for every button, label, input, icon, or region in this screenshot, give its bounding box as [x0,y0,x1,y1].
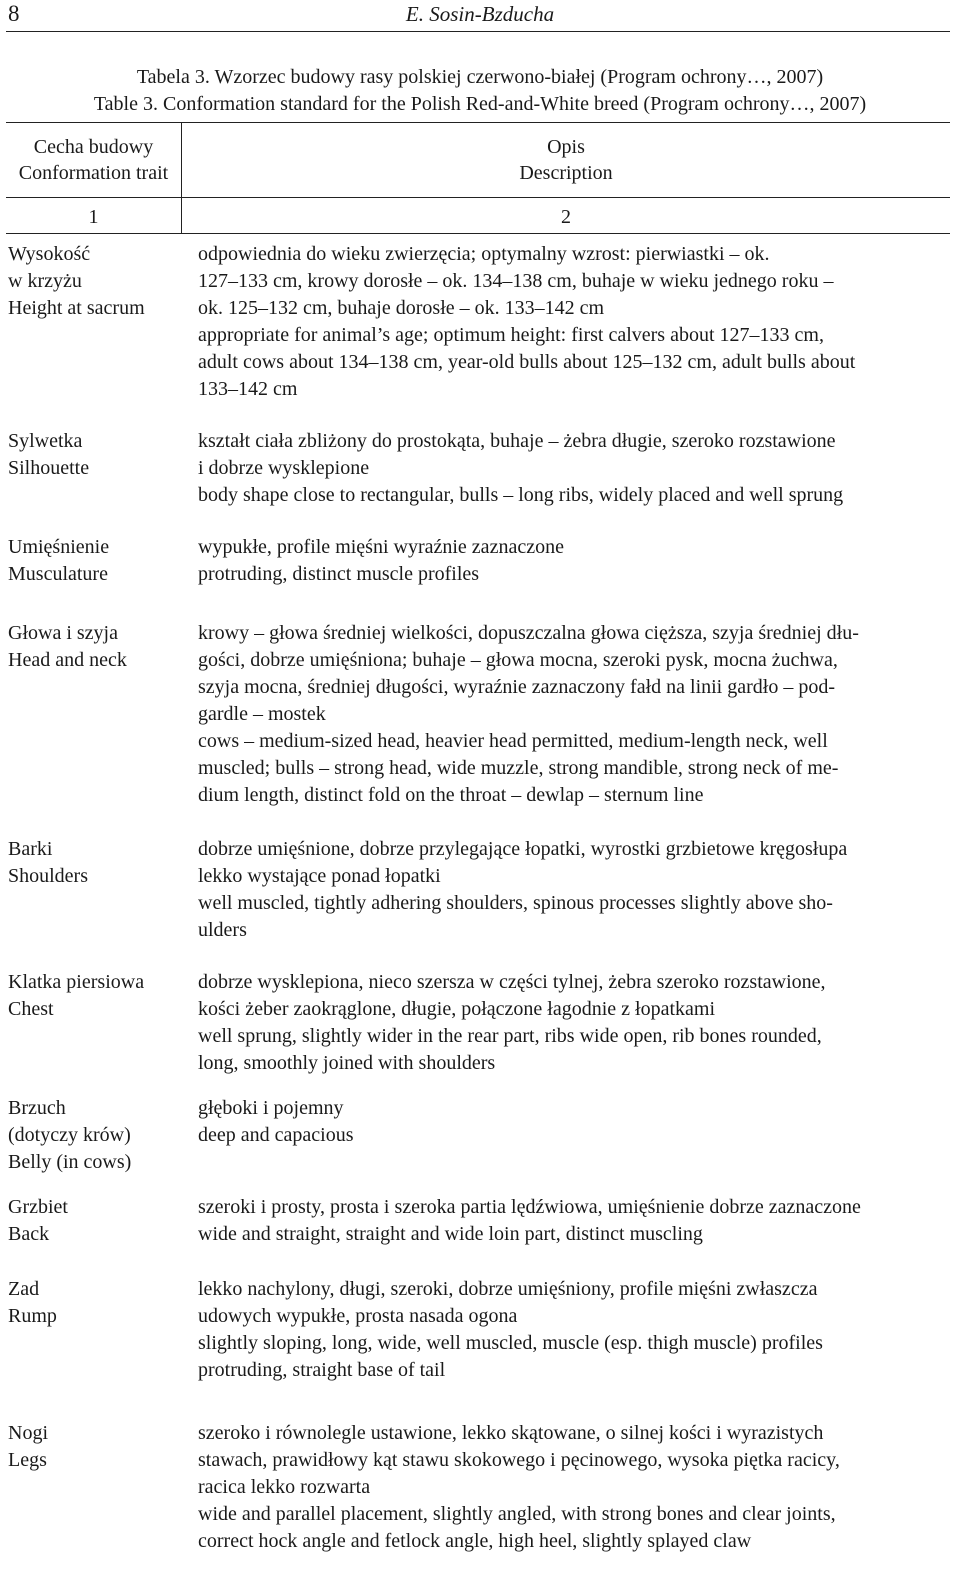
description-line: deep and capacious [198,1124,354,1146]
header-conformation-trait [6,134,181,186]
trait-line: Grzbiet [8,1196,68,1218]
trait-line: Shoulders [8,865,88,887]
trait-line: Klatka piersiowa [8,971,145,993]
trait-line: Rump [8,1305,57,1327]
description-line: slightly sloping, long, wide, well muscled, muscle (esp. thigh muscle) profiles [198,1332,823,1354]
description-line: udowych wypukłe, prosta nasada ogona [198,1305,518,1327]
description-line: wide and straight, straight and wide loin part, distinct muscling [198,1223,703,1245]
description-line: głęboki i pojemny [198,1097,344,1119]
description-cell [198,620,932,809]
trait-cell [8,1095,188,1176]
running-head: E. Sosin-Bzducha [405,2,555,26]
trait-cell [8,836,188,890]
description-line: cows – medium-sized head, heavier head permitted, medium-length neck, well [198,730,828,752]
description-line: muscled; bulls – strong head, wide muzzle, strong mandible, strong neck of me- [198,757,839,779]
description-line: dobrze umięśnione, dobrze przylegające łopatki, wyrostki grzbietowe kręgosłupa [198,838,848,860]
trait-line: Belly (in cows) [8,1151,132,1173]
header-col2-en: Description [519,162,613,184]
description-line: well sprung, slightly wider in the rear part, ribs wide open, rib bones rounded, [198,1025,822,1047]
description-cell [198,969,932,1077]
trait-line: Chest [8,998,54,1020]
page-header [0,0,960,34]
table-caption-en: Table 3. Conformation standard for the Polish Red-and-White breed (Program ochrony…, 2007) [93,93,867,115]
description-cell [198,1095,932,1149]
description-line: well muscled, tightly adhering shoulders, spinous processes slightly above sho- [198,892,833,914]
trait-cell [8,534,188,588]
description-line: lekko nachylony, długi, szeroki, dobrze umięśniony, profile mięśni zwłaszcza [198,1278,818,1300]
description-line: gości, dobrze umięśniona; buhaje – głowa mocna, szeroki pysk, mocna żuchwa, [198,649,838,671]
description-line: i dobrze wysklepione [198,457,370,479]
trait-line: Height at sacrum [8,297,145,319]
description-cell [198,836,932,944]
trait-cell [8,969,188,1023]
description-line: kości żeber zaokrąglone, długie, połączone łagodnie z łopatkami [198,998,716,1020]
description-line: kształt ciała zbliżony do prostokąta, buhaje – żebra długie, szeroko rozstawione [198,430,836,452]
trait-line: Barki [8,838,53,860]
trait-cell [8,620,188,674]
header-rule-mid [6,197,950,198]
trait-line: w krzyżu [8,270,82,292]
description-line: dobrze wysklepiona, nieco szersza w części tylnej, żebra szeroko rozstawione, [198,971,826,993]
description-line: protruding, straight base of tail [198,1359,446,1381]
description-line: odpowiednia do wieku zwierzęcia; optymalny wzrost: pierwiastki – ok. [198,243,770,265]
description-line: szeroki i prosty, prosta i szeroka partia lędźwiowa, umięśnienie dobrze zaznaczone [198,1196,861,1218]
header-col1-en: Conformation trait [18,162,169,184]
description-cell [198,1194,932,1248]
column-number-1: 1 [88,206,99,228]
description-line: dium length, distinct fold on the throat – dewlap – sternum line [198,784,704,806]
description-line: wide and parallel placement, slightly angled, with strong bones and clear joints, [198,1503,836,1525]
description-line: long, smoothly joined with shoulders [198,1052,496,1074]
trait-cell [8,1420,188,1474]
description-line: body shape close to rectangular, bulls – long ribs, widely placed and well sprung [198,484,844,506]
trait-line: Back [8,1223,50,1245]
description-line: appropriate for animal’s age; optimum height: first calvers about 127–133 cm, [198,324,824,346]
trait-cell [8,1276,188,1330]
trait-cell [8,428,188,482]
trait-line: Brzuch [8,1097,66,1119]
description-cell [198,534,932,588]
trait-cell [8,241,188,322]
trait-cell [8,1194,188,1248]
trait-line: Wysokość [8,243,91,265]
description-cell [198,1276,932,1384]
trait-line: Sylwetka [8,430,83,452]
description-line: ok. 125–132 cm, buhaje dorosłe – ok. 133–142 cm [198,297,605,319]
description-line: 133–142 cm [198,378,298,400]
description-line: stawach, prawidłowy kąt stawu skokowego i pęcinowego, wysoka piętka racicy, [198,1449,840,1471]
header-rule-bottom [6,233,950,234]
table-caption-pl: Tabela 3. Wzorzec budowy rasy polskiej czerwono-białej (Program ochrony…, 2007) [136,66,824,88]
description-line: adult cows about 134–138 cm, year-old bulls about 125–132 cm, adult bulls about [198,351,856,373]
description-line: szyja mocna, średniej długości, wyraźnie zaznaczony fałd na linii gardło – pod- [198,676,835,698]
header-description [182,134,950,186]
trait-line: Legs [8,1449,47,1471]
header-rule [6,31,950,32]
description-cell [198,428,932,509]
trait-line: Head and neck [8,649,127,671]
description-line: krowy – głowa średniej wielkości, dopuszczalna głowa cięższa, szyja średniej dłu- [198,622,859,644]
description-cell [198,1420,932,1555]
page-number: 8 [8,1,20,26]
trait-line: Musculature [8,563,108,585]
description-line: racica lekko rozwarta [198,1476,371,1498]
description-line: correct hock angle and fetlock angle, high heel, slightly splayed claw [198,1530,752,1552]
trait-line: Silhouette [8,457,90,479]
trait-line: Nogi [8,1422,48,1444]
description-line: szeroko i równolegle ustawione, lekko skątowane, o silnej kości i wyrazistych [198,1422,824,1444]
table-top-rule [6,122,950,123]
column-number-2: 2 [561,206,571,228]
header-col2-pl: Opis [547,136,585,158]
description-cell [198,241,932,403]
description-line: protruding, distinct muscle profiles [198,563,480,585]
trait-line: (dotyczy krów) [8,1124,131,1146]
description-line: 127–133 cm, krowy dorosłe – ok. 134–138 cm, buhaje w wieku jednego roku – [198,270,834,292]
description-line: wypukłe, profile mięśni wyraźnie zaznaczone [198,536,564,558]
trait-line: Umięśnienie [8,536,110,558]
header-col1-pl: Cecha budowy [33,136,154,158]
trait-line: Głowa i szyja [8,622,118,644]
description-line: lekko wystające ponad łopatki [198,865,441,887]
description-line: gardle – mostek [198,703,326,725]
description-line: ulders [198,919,247,941]
trait-line: Zad [8,1278,40,1300]
